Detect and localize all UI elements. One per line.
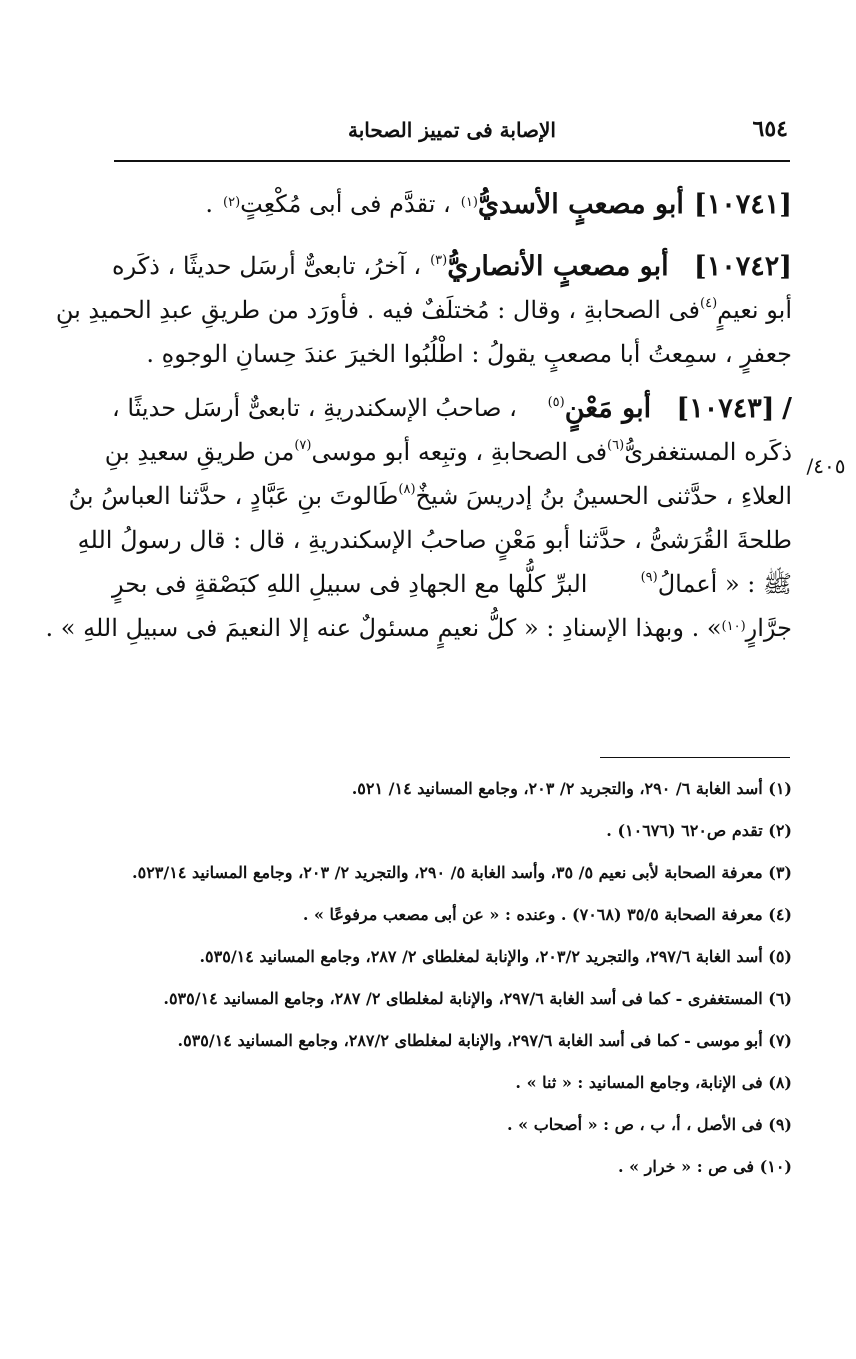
entry-text: .: [205, 190, 213, 218]
entry-10743-line-5: [112, 562, 792, 606]
entry-number: [١٠٧٤١]: [693, 188, 792, 220]
entry-10743-line-2: [104, 430, 792, 474]
footnote-mark: (٣): [768, 863, 792, 882]
footnote-item: [112, 858, 792, 888]
entry-10742-line-1: [112, 244, 792, 288]
entry-name: أبو مَعْنٍ: [564, 392, 652, 424]
footnote-text: معرفة الصحابة ٣٥/٥ (٧٠٦٨) . وعنده : « عن أبى مصعب مرفوعًا » .: [302, 905, 763, 924]
footnote-mark: (٢): [768, 821, 792, 840]
footnote-text: معرفة الصحابة لأبى نعيم ٥/ ٣٥، وأسد الغابة ٥/ ٢٩٠، والتجريد ٢/ ٢٠٣، وجامع المسانيد ٥٢٣/١٤.: [132, 863, 763, 882]
footnote-item: [112, 1110, 792, 1140]
entry-10743-line-1: [112, 386, 792, 430]
entry-text: ، صاحبُ الإسكندريةِ ، تابعىٌّ أرسَل حديثًا ،: [112, 394, 517, 422]
footnote-mark: (١٠): [759, 1157, 792, 1176]
entry-text: من طريقِ سعيدِ بنِ: [104, 438, 295, 466]
footnote-text: فى الأصل ، أ، ب ، ص : « أصحاب » .: [507, 1115, 763, 1134]
footnote-ref: (٧): [294, 438, 312, 453]
footnote-text: تقدم ص٦٢٠ (١٠٦٧٦) .: [606, 821, 763, 840]
entry-text: طلحةَ القُرَشىُّ ، حدَّثنا أبو مَعْنٍ صاحبُ الإسكندريةِ ، قال : قال رسولُ اللهِ: [77, 526, 792, 554]
entry-text: جرَّارٍ: [745, 614, 792, 642]
header-rule: [114, 160, 790, 162]
entry-10743-line-4: [77, 518, 792, 562]
entry-number: [١٠٧٤٢]: [693, 250, 792, 282]
entry-text: العلاءِ ، حدَّثنى الحسينُ بنُ إدريسَ شيخٌ: [415, 482, 792, 510]
entry-10742-line-3: [112, 332, 792, 376]
footnote-ref: (٥): [547, 394, 565, 410]
page-header: [112, 112, 792, 152]
entry-10743-line-3: [68, 474, 792, 518]
entry-text: ، تقدَّم فى أبى مُكْعِتٍ: [240, 190, 451, 218]
footnote-mark: (٥): [768, 947, 792, 966]
entry-10742-line-2: [55, 288, 792, 332]
footnote-mark: (٦): [768, 989, 792, 1008]
entry-text: » . وبهذا الإسنادِ : « كلُّ نعيمٍ مسئولٌ عنه إلا النعيمَ فى سبيلِ اللهِ » .: [45, 614, 722, 642]
entry-text: ذكَره المستغفرىُّ: [624, 438, 792, 466]
footnote-text: أسد الغابة ٢٩٧/٦، والتجريد ٢٠٣/٢، والإنابة لمغلطاى ٢/ ٢٨٧، وجامع المسانيد ٥٣٥/١٤.: [199, 947, 763, 966]
footnote-item: [112, 774, 792, 804]
entry-text: البرِّ كلُّها مع الجهادِ فى سبيلِ اللهِ كبَصْقةٍ فى بحرٍ: [112, 570, 588, 598]
footnote-item: [112, 1152, 792, 1182]
footnote-ref: (١٠): [721, 618, 746, 634]
footnote-item: [112, 1068, 792, 1098]
footnote-text: أبو موسى - كما فى أسد الغابة ٢٩٧/٦، والإنابة لمغلطاى ٢٨٧/٢، وجامع المسانيد ٥٣٥/١٤.: [177, 1031, 763, 1050]
entry-text: ، آخرُ، تابعىٌّ أرسَل حديثًا ، ذكَره: [112, 252, 422, 280]
main-text: [45, 182, 792, 650]
entry-text: فى الصحابةِ ، وتبِعه أبو موسى: [311, 438, 608, 466]
entry-name: أبو مصعبٍ الأسديُّ: [477, 188, 684, 220]
entry-text: أبو نعيمٍ: [717, 296, 792, 324]
footnotes: [112, 774, 792, 1194]
running-title: الإصابة فى تمييز الصحابة: [348, 118, 556, 142]
entry-number: [١٠٧٤٣]: [676, 392, 775, 424]
footnote-ref: (٩): [640, 570, 658, 585]
margin-page-reference: ٤٠٥/: [806, 454, 846, 478]
footnote-mark: (٧): [768, 1031, 792, 1050]
footnote-separator: [600, 757, 790, 758]
footnote-item: [112, 1026, 792, 1056]
footnote-mark: (١): [768, 779, 792, 798]
footnote-ref: (٨): [398, 482, 416, 497]
page-number: ٦٥٤: [752, 116, 788, 142]
footnote-item: [112, 900, 792, 930]
footnote-text: أسد الغابة ٦/ ٢٩٠، والتجريد ٢/ ٢٠٣، وجامع المسانيد ١٤/ ٥٢١.: [351, 779, 763, 798]
footnote-mark: (٩): [768, 1115, 792, 1134]
footnote-ref: (١): [460, 194, 478, 210]
entry-text: طَالوتَ بنِ عَبَّادٍ ، حدَّثنا العباسُ بنُ: [68, 482, 399, 510]
footnote-text: فى ص : « خرار » .: [617, 1157, 755, 1176]
footnote-ref: (٤): [700, 296, 718, 311]
entry-name: أبو مصعبٍ الأنصاريُّ: [447, 250, 669, 282]
entry-text: ﷺ : « أعمالُ: [657, 570, 792, 598]
footnote-ref: (٣): [430, 252, 448, 268]
footnote-text: فى الإنابة، وجامع المسانيد : « ثنا » .: [515, 1073, 763, 1092]
footnote-item: [112, 816, 792, 846]
footnote-mark: (٨): [768, 1073, 792, 1092]
entry-10741: [112, 182, 792, 226]
entry-text: فى الصحابةِ ، وقال : مُختلَفٌ فيه . فأورَد من طريقِ عبدِ الحميدِ بنِ: [55, 296, 700, 324]
page-break-slash: /: [782, 392, 792, 424]
entry-text: جعفرٍ ، سمِعتُ أبا مصعبٍ يقولُ : اطْلُبُوا الخيرَ عندَ حِسانِ الوجوهِ .: [146, 340, 792, 368]
footnote-ref: (٦): [607, 438, 625, 453]
footnote-item: [112, 942, 792, 972]
footnote-text: المستغفرى - كما فى أسد الغابة ٢٩٧/٦، والإنابة لمغلطاى ٢/ ٢٨٧، وجامع المسانيد ٥٣٥/١٤.: [163, 989, 763, 1008]
footnote-item: [112, 984, 792, 1014]
footnote-ref: (٢): [223, 194, 241, 210]
entry-10743-line-6: [45, 606, 792, 650]
footnote-mark: (٤): [768, 905, 792, 924]
